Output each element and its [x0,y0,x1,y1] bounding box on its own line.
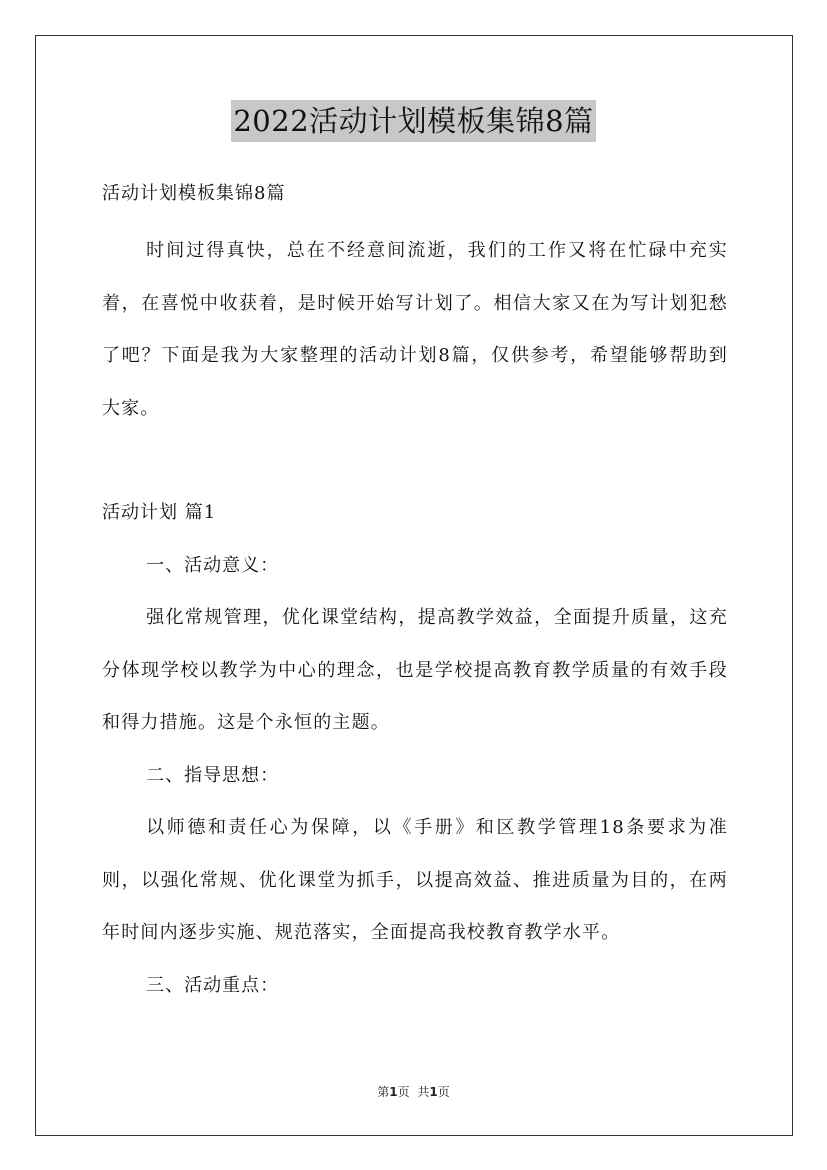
page-total: 1 [429,1085,438,1099]
document-body [102,172,728,1012]
document-subtitle: 活动计划模板集锦8篇 [102,183,286,204]
page-footer [0,1083,827,1101]
heading-guiding-ideology: 二、指导思想： [146,764,280,786]
document-title: 2022活动计划模板集锦8篇 [231,100,595,142]
title-container [0,100,827,142]
page-suffix: 页 [397,1085,410,1099]
paragraph-guiding-ideology: 以师德和责任心为保障，以《手册》和区教学管理18条要求为准则，以强化常规、优化课堂为抓手，以提高效益、推进质量为目的，在两年时间内逐步实施、规范落实，全面提高我校教育教学水平。 [102,817,728,943]
total-suffix: 页 [437,1085,450,1099]
section-label: 活动计划 篇1 [102,502,217,523]
page-current: 1 [389,1085,398,1099]
paragraph-activity-meaning: 强化常规管理，优化课堂结构，提高教学效益，全面提升质量，这充分体现学校以教学为中心的理念，也是学校提高教育教学质量的有效手段和得力措施。这是个永恒的主题。 [102,607,728,733]
total-prefix: 共 [417,1085,430,1099]
heading-activity-focus: 三、活动重点： [146,974,280,996]
intro-paragraph: 时间过得真快，总在不经意间流逝，我们的工作又将在忙碌中充实着，在喜悦中收获着，是时候开始写计划了。相信大家又在为写计划犯愁了吧？下面是我为大家整理的活动计划8篇，仅供参考，希望能够帮助到大家。 [102,240,728,419]
heading-activity-meaning: 一、活动意义： [146,554,280,576]
page-prefix: 第 [377,1085,390,1099]
